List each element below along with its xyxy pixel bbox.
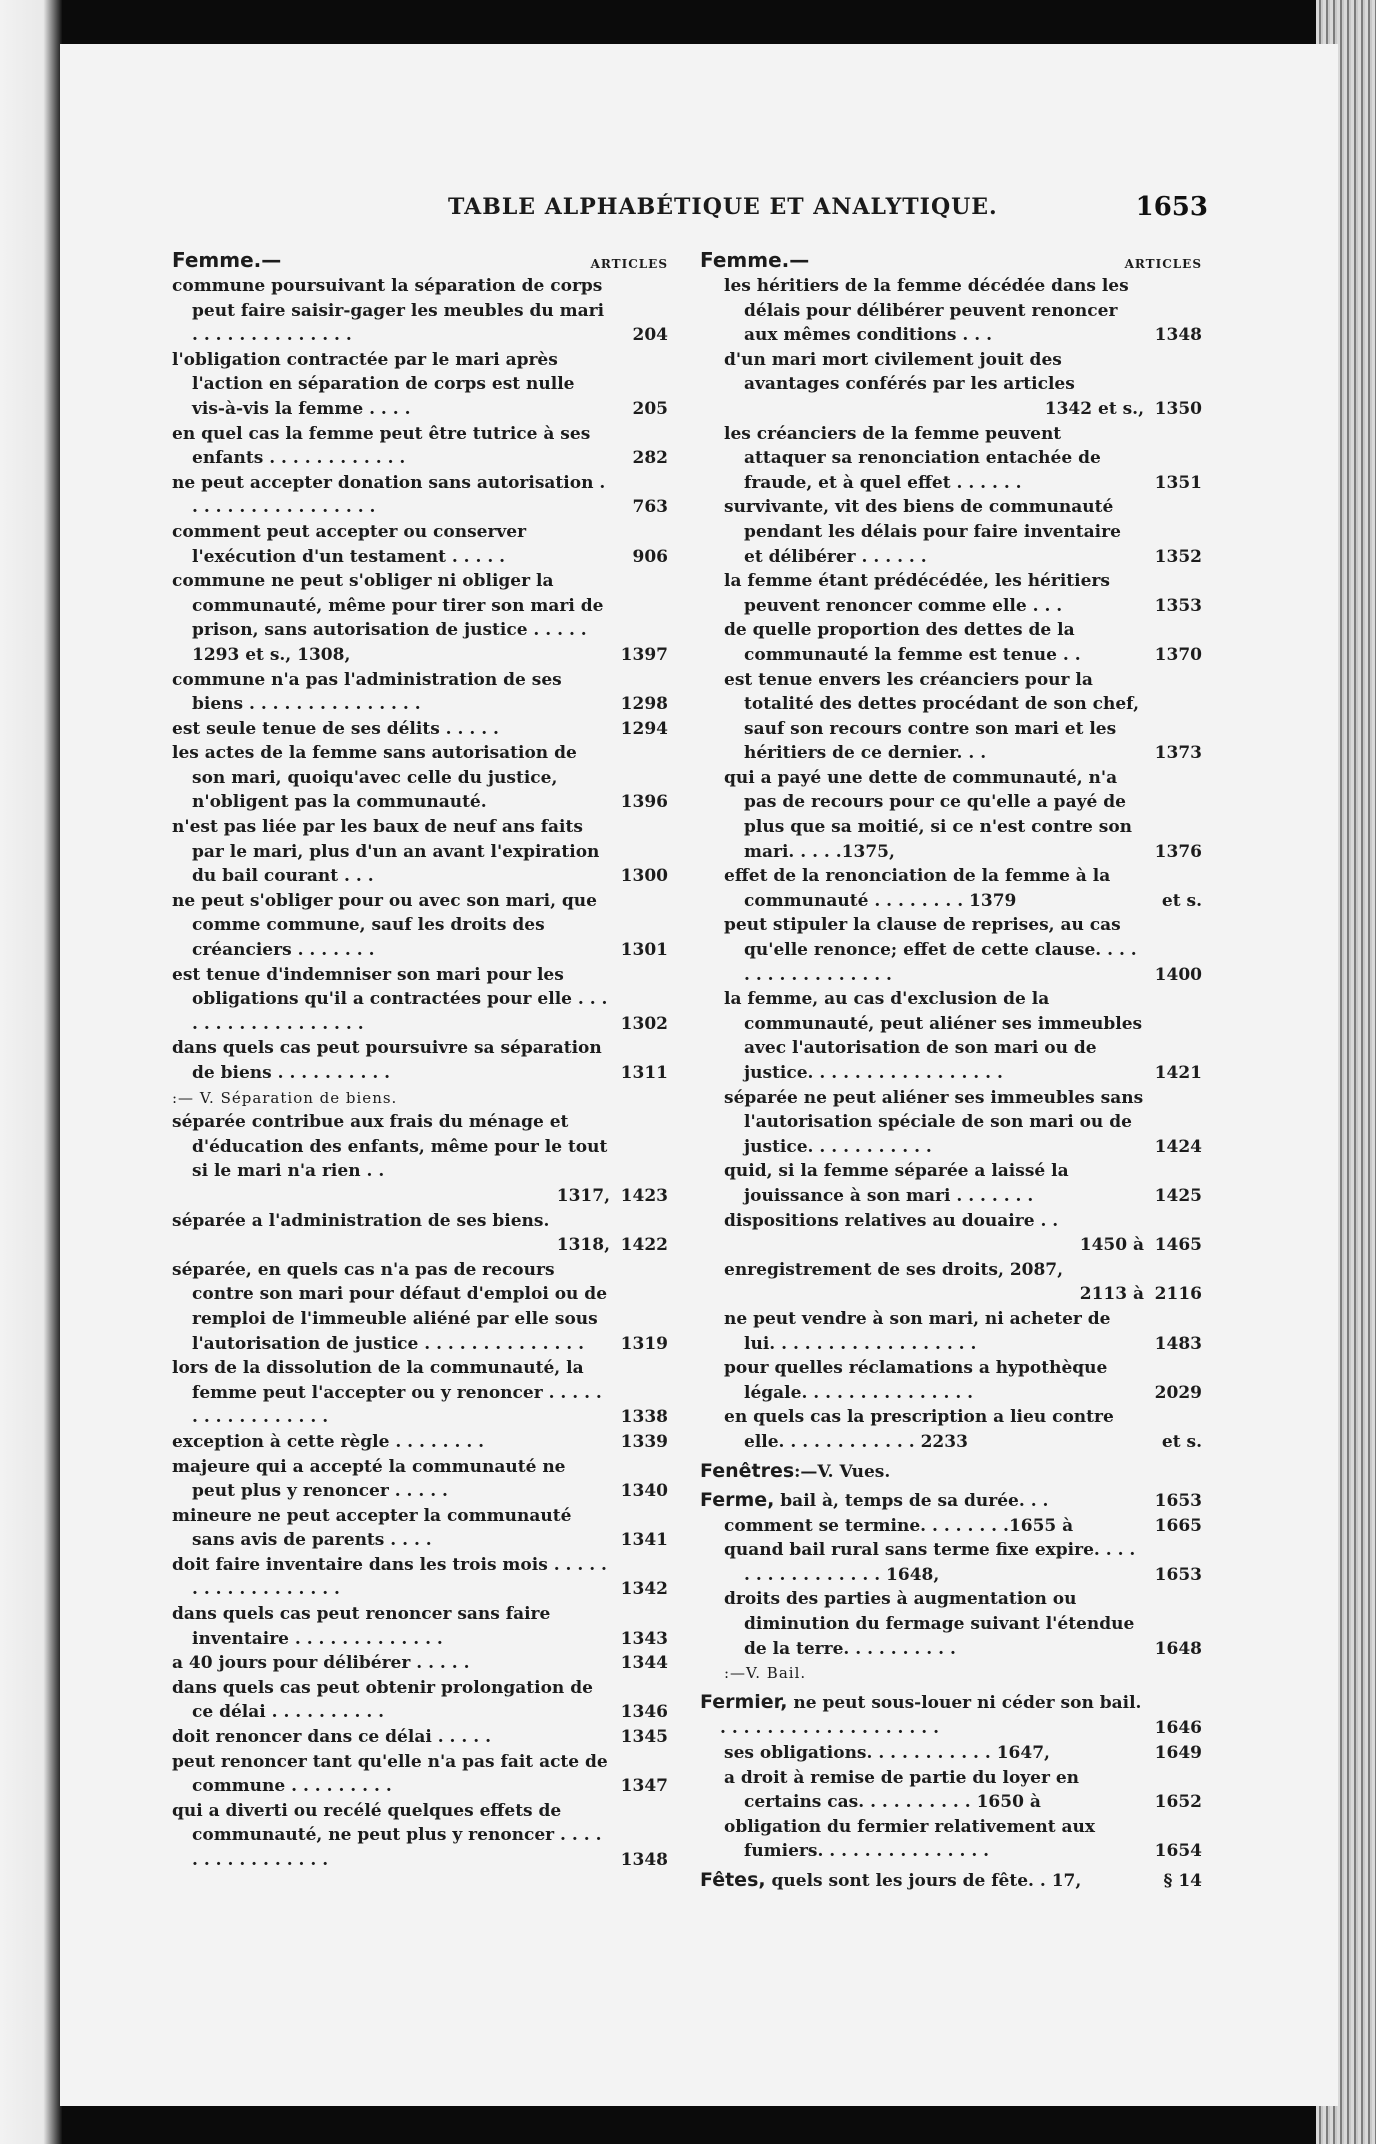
index-entry (172, 1676, 668, 1725)
headword-text: bail à, temps de sa durée. . . (774, 1491, 1049, 1512)
article-number: 1302 (620, 1013, 668, 1034)
article-number: 1646 (1154, 1718, 1202, 1739)
index-entry (172, 520, 668, 569)
entry-text: est tenue envers les créanciers pour la totalité des dettes procédant de son chef, sauf son recours contre son mari et les héritiers de ce dernier. . . (724, 669, 1140, 764)
index-entry (724, 1514, 1202, 1539)
entry-text: commune n'a pas l'administration de ses biens . . . . . . . . . . . . . . . (172, 669, 562, 715)
index-entry (172, 1036, 668, 1085)
article-number: 1341 (620, 1530, 668, 1551)
index-entry (724, 1282, 1202, 1307)
article-number: 1345 (620, 1727, 668, 1748)
index-entry (724, 618, 1202, 667)
index-entry (172, 1356, 668, 1430)
index-entry (172, 1086, 668, 1111)
index-entry (724, 766, 1202, 864)
index-entry (724, 274, 1202, 348)
article-number: 1352 (1154, 546, 1202, 567)
article-number: et s. (1161, 1431, 1202, 1452)
entry-text: majeure qui a accepté la communauté ne peut plus y renoncer . . . . . (172, 1456, 566, 1502)
index-entry (724, 1766, 1202, 1815)
running-title: TABLE ALPHABÉTIQUE ET ANALYTIQUE. (448, 194, 998, 220)
index-entry (172, 471, 668, 520)
article-number: 205 (632, 398, 668, 419)
index-entry (172, 668, 668, 717)
entry-text: la femme étant prédécédée, les héritiers peuvent renoncer comme elle . . . (724, 571, 1110, 616)
index-column-left (172, 246, 668, 1873)
index-entry (724, 913, 1202, 987)
index-entry (724, 1307, 1202, 1356)
article-number: 1339 (620, 1431, 668, 1452)
article-number: 1421 (1154, 1063, 1202, 1083)
index-entry (172, 1725, 668, 1750)
article-number: 1373 (1154, 743, 1202, 764)
article-number: 1343 (620, 1628, 668, 1649)
entry-text: droits des parties à augmentation ou diminution du fermage suivant l'étendue de la terre. . . . . . . . . . (724, 1589, 1135, 1659)
index-entry (172, 348, 668, 422)
entry-text: 1317, (556, 1185, 610, 1206)
entry-text: ne peut accepter donation sans autorisation . . . . . . . . . . . . . . . . . (172, 472, 606, 518)
article-number: 1301 (620, 940, 668, 961)
headword-entry (700, 1459, 1202, 1485)
index-entry (724, 668, 1202, 766)
headword-text: quels sont les jours de fête. . 17, (765, 1871, 1082, 1891)
index-entry (724, 422, 1202, 496)
index-entry (172, 1184, 668, 1209)
article-number: 1351 (1154, 472, 1202, 493)
entry-text: mineure ne peut accepter la communauté sans avis de parents . . . . (172, 1505, 572, 1551)
entry-text: séparée a l'administration de ses biens. (172, 1210, 550, 1231)
index-entry (172, 1750, 668, 1799)
entry-text: quand bail rural sans terme fixe expire. . . . . . . . . . . . . . . . 1648, (724, 1540, 1136, 1585)
index-entry (724, 1815, 1202, 1864)
article-number: 1376 (1154, 841, 1202, 862)
article-number: 1340 (620, 1481, 668, 1502)
index-entry (172, 1455, 668, 1504)
index-entry (172, 1602, 668, 1651)
index-entry (172, 1504, 668, 1553)
index-entry (724, 1587, 1202, 1661)
index-entry (724, 1661, 1202, 1686)
article-number: 1483 (1154, 1333, 1202, 1354)
headword-entry (700, 1690, 1202, 1741)
headword-entry (700, 1488, 1202, 1514)
index-column-right (700, 246, 1202, 1894)
headword-text: ne peut sous-louer ni céder son bail. . . . . . . . . . . . . . . . . . . . (720, 1692, 1142, 1739)
article-number: 763 (632, 497, 668, 518)
article-number: 1348 (620, 1850, 668, 1870)
entry-text: séparée, en quels cas n'a pas de recours contre son mari pour défaut d'emploi ou de remploi de l'immeuble aliéné par elle sous l'autorisation de justice . . . . . . . . . . . . . . (172, 1259, 608, 1354)
headword-text: :—V. Vues. (794, 1461, 891, 1482)
article-number: 1424 (1154, 1136, 1202, 1157)
article-number: 1338 (620, 1407, 668, 1428)
article-number: 1353 (1154, 595, 1202, 616)
entry-text: quid, si la femme séparée a laissé la jouissance à son mari . . . . . . . (724, 1161, 1069, 1206)
article-number: 1423 (620, 1185, 668, 1206)
index-entry (172, 1799, 668, 1873)
article-number: 1652 (1154, 1792, 1202, 1813)
article-number: 1298 (620, 694, 668, 715)
index-entry (172, 1553, 668, 1602)
entry-text: 1318, (556, 1235, 610, 1256)
index-entry (724, 1538, 1202, 1587)
article-number: 1342 (620, 1579, 668, 1600)
scan-left-margin (0, 0, 62, 2144)
index-entry (172, 1209, 668, 1234)
entry-text: dans quels cas peut obtenir prolongation de ce délai . . . . . . . . . . (172, 1677, 593, 1723)
article-number: 1649 (1154, 1743, 1202, 1764)
entry-text: exception à cette règle . . . . . . . . (172, 1431, 485, 1452)
entry-text: ne peut vendre à son mari, ni acheter de lui. . . . . . . . . . . . . . . . . . (724, 1308, 1111, 1354)
entry-text: 1450 à (1079, 1235, 1144, 1256)
entry-text: obligation du fermier relativement aux fumiers. . . . . . . . . . . . . . . (724, 1816, 1096, 1862)
article-number: 1350 (1154, 398, 1202, 419)
article-number: 1465 (1154, 1235, 1202, 1256)
index-entry (172, 422, 668, 471)
headword: Fêtes, (700, 1869, 766, 1891)
entry-text: dans quels cas peut renoncer sans faire inventaire . . . . . . . . . . . . . (172, 1604, 551, 1649)
entry-text: l'obligation contractée par le mari après l'action en séparation de corps est nulle vis-à-vis la femme . . . . (172, 349, 575, 419)
page-number: 1653 (1135, 192, 1208, 222)
article-number: 1648 (1154, 1638, 1202, 1659)
index-entry (172, 889, 668, 963)
article-number: 1370 (1154, 644, 1202, 665)
index-entry (724, 1086, 1202, 1160)
entry-text: lors de la dissolution de la communauté, la femme peut l'accepter ou y renoncer . . . . . . . . . . . . . . . . . (172, 1358, 602, 1428)
article-number: 1348 (1154, 325, 1202, 346)
article-number: 1400 (1154, 964, 1202, 985)
entry-text: d'un mari mort civilement jouit des avantages conférés par les articles (724, 349, 1075, 395)
article-number: 1665 (1154, 1515, 1202, 1536)
article-number: 1653 (1154, 1564, 1202, 1585)
entry-text: qui a payé une dette de communauté, n'a pas de recours pour ce qu'elle a payé de plus que sa moitié, si ce n'est contre son mari. . . . .1375, (724, 767, 1133, 862)
entry-text: commune poursuivant la séparation de corps peut faire saisir-gager les meubles du mari . . . . . . . . . . . . . . (172, 276, 605, 346)
article-number: et s. (1161, 890, 1202, 911)
entry-text: en quels cas la prescription a lieu contre elle. . . . . . . . . . . . 2233 (724, 1407, 1114, 1452)
index-entry (724, 495, 1202, 569)
column-heading (172, 246, 668, 274)
headword: Femme.— (700, 248, 810, 272)
headword-entry (700, 1868, 1202, 1894)
article-number: 1319 (620, 1333, 668, 1354)
entry-text: comment se termine. . . . . . . .1655 à (724, 1515, 1074, 1536)
index-entry (724, 1405, 1202, 1454)
index-entry (724, 1258, 1202, 1283)
index-entry (724, 1741, 1202, 1766)
index-entry (172, 741, 668, 815)
entry-text: qui a diverti ou recélé quelques effets de communauté, ne peut plus y renoncer . . . . . . . . . . . . . . . . (172, 1800, 602, 1870)
entry-text: effet de la renonciation de la femme à la communauté . . . . . . . . 1379 (724, 866, 1111, 911)
index-entry (724, 1356, 1202, 1405)
index-entry (724, 1159, 1202, 1208)
entry-text: la femme, au cas d'exclusion de la communauté, peut aliéner ses immeubles avec l'autorisation de son mari ou de justice. . . . . . . . . . . . . . . . . (724, 989, 1143, 1083)
entry-text: de quelle proportion des dettes de la communauté la femme est tenue . . (724, 620, 1081, 665)
entry-text: les créanciers de la femme peuvent attaquer sa renonciation entachée de fraude, et à quel effet . . . . . . (724, 423, 1101, 493)
entry-text: doit renoncer dans ce délai . . . . . (172, 1727, 491, 1748)
article-number: 1396 (620, 792, 668, 813)
index-entry (172, 717, 668, 742)
article-number: 2116 (1154, 1284, 1202, 1305)
entry-text: les actes de la femme sans autorisation de son mari, quoiqu'avec celle du justice, n'obligent pas la communauté. (172, 743, 577, 813)
article-number: 1425 (1154, 1185, 1202, 1206)
index-entry (724, 987, 1202, 1085)
index-entry (724, 569, 1202, 618)
page-header (170, 194, 1208, 234)
entry-text: n'est pas liée par les baux de neuf ans faits par le mari, plus d'un an avant l'expiration du bail courant . . . (172, 817, 600, 887)
entry-text: :— V. Séparation de biens. (172, 1088, 398, 1107)
entry-text: séparée contribue aux frais du ménage et d'éducation des enfants, même pour le tout si le mari n'a rien . . (172, 1112, 608, 1182)
index-entry (172, 1233, 668, 1258)
articles-label: ARTICLES (590, 257, 668, 271)
article-number: 1653 (1154, 1491, 1202, 1512)
index-entry (172, 1258, 668, 1356)
entry-text: dans quels cas peut poursuivre sa séparation de biens . . . . . . . . . . (172, 1038, 602, 1083)
index-entry (724, 348, 1202, 397)
article-number: 906 (632, 546, 668, 567)
headword: Ferme, (700, 1489, 775, 1512)
entry-text: a 40 jours pour délibérer . . . . . (172, 1653, 470, 1674)
entry-text: commune ne peut s'obliger ni obliger la communauté, même pour tirer son mari de prison, sans autorisation de justice . . . . . 1293 et s., 1308, (172, 571, 604, 665)
entry-text: est seule tenue de ses délits . . . . . (172, 718, 499, 739)
index-entry (724, 397, 1202, 422)
entry-text: survivante, vit des biens de communauté pendant les délais pour faire inventaire et délibérer . . . . . . (724, 497, 1121, 567)
index-entry (172, 1651, 668, 1676)
article-number: 1294 (620, 718, 668, 739)
entry-text: dispositions relatives au douaire . . (724, 1210, 1059, 1231)
index-entry (172, 815, 668, 889)
index-entry (724, 1233, 1202, 1258)
article-number: 1344 (620, 1653, 668, 1674)
article-number: 282 (632, 448, 668, 469)
headword: Fermier, (700, 1690, 788, 1713)
index-entry (172, 1430, 668, 1455)
article-number: § 14 (1163, 1871, 1202, 1891)
index-entry (724, 864, 1202, 913)
entry-text: :—V. Bail. (724, 1664, 807, 1683)
entry-text: enregistrement de ses droits, 2087, (724, 1259, 1064, 1280)
entry-text: peut renoncer tant qu'elle n'a pas fait acte de commune . . . . . . . . . (172, 1751, 608, 1797)
entry-text: comment peut accepter ou conserver l'exécution d'un testament . . . . . (172, 521, 527, 567)
entry-text: en quel cas la femme peut être tutrice à ses enfants . . . . . . . . . . . . (172, 423, 591, 469)
index-entry (172, 274, 668, 348)
entry-text: 2113 à (1079, 1284, 1144, 1305)
entry-text: les héritiers de la femme décédée dans les délais pour délibérer peuvent renoncer aux mêmes conditions . . . (724, 276, 1129, 346)
index-entry (724, 1209, 1202, 1234)
entry-text: séparée ne peut aliéner ses immeubles sans l'autorisation spéciale de son mari ou de justice. . . . . . . . . . . (724, 1087, 1144, 1157)
article-number: 1422 (620, 1235, 668, 1256)
article-number: 1346 (620, 1702, 668, 1723)
entry-text: pour quelles réclamations a hypothèque légale. . . . . . . . . . . . . . . (724, 1358, 1108, 1403)
article-number: 1654 (1154, 1841, 1202, 1862)
entry-text: peut stipuler la clause de reprises, au cas qu'elle renonce; effet de cette clause. . . . . . . . . . . . . . . . . (724, 915, 1137, 985)
headword: Femme.— (172, 248, 282, 272)
entry-text: est tenue d'indemniser son mari pour les obligations qu'il a contractées pour elle . . . . . . . . . . . . . . . . . . (172, 964, 608, 1034)
article-number: 1300 (620, 866, 668, 887)
index-entry (172, 1110, 668, 1184)
entry-text: ne peut s'obliger pour ou avec son mari, que comme commune, sauf les droits des créanciers . . . . . . . (172, 890, 597, 961)
index-entry (172, 569, 668, 667)
article-number: 204 (632, 325, 668, 346)
articles-label: ARTICLES (1124, 257, 1202, 271)
article-number: 1397 (620, 644, 668, 665)
article-number: 2029 (1154, 1382, 1202, 1403)
entry-text: doit faire inventaire dans les trois mois . . . . . . . . . . . . . . . . . . (172, 1554, 607, 1600)
headword: Fenêtres (700, 1459, 795, 1482)
index-entry (172, 963, 668, 1037)
entry-text: 1342 et s., (1044, 398, 1144, 419)
entry-text: a droit à remise de partie du loyer en certains cas. . . . . . . . . . 1650 à (724, 1767, 1080, 1813)
article-number: 1311 (620, 1063, 668, 1083)
entry-text: ses obligations. . . . . . . . . . . 1647, (724, 1743, 1050, 1764)
article-number: 1347 (620, 1776, 668, 1797)
column-heading (700, 246, 1202, 274)
